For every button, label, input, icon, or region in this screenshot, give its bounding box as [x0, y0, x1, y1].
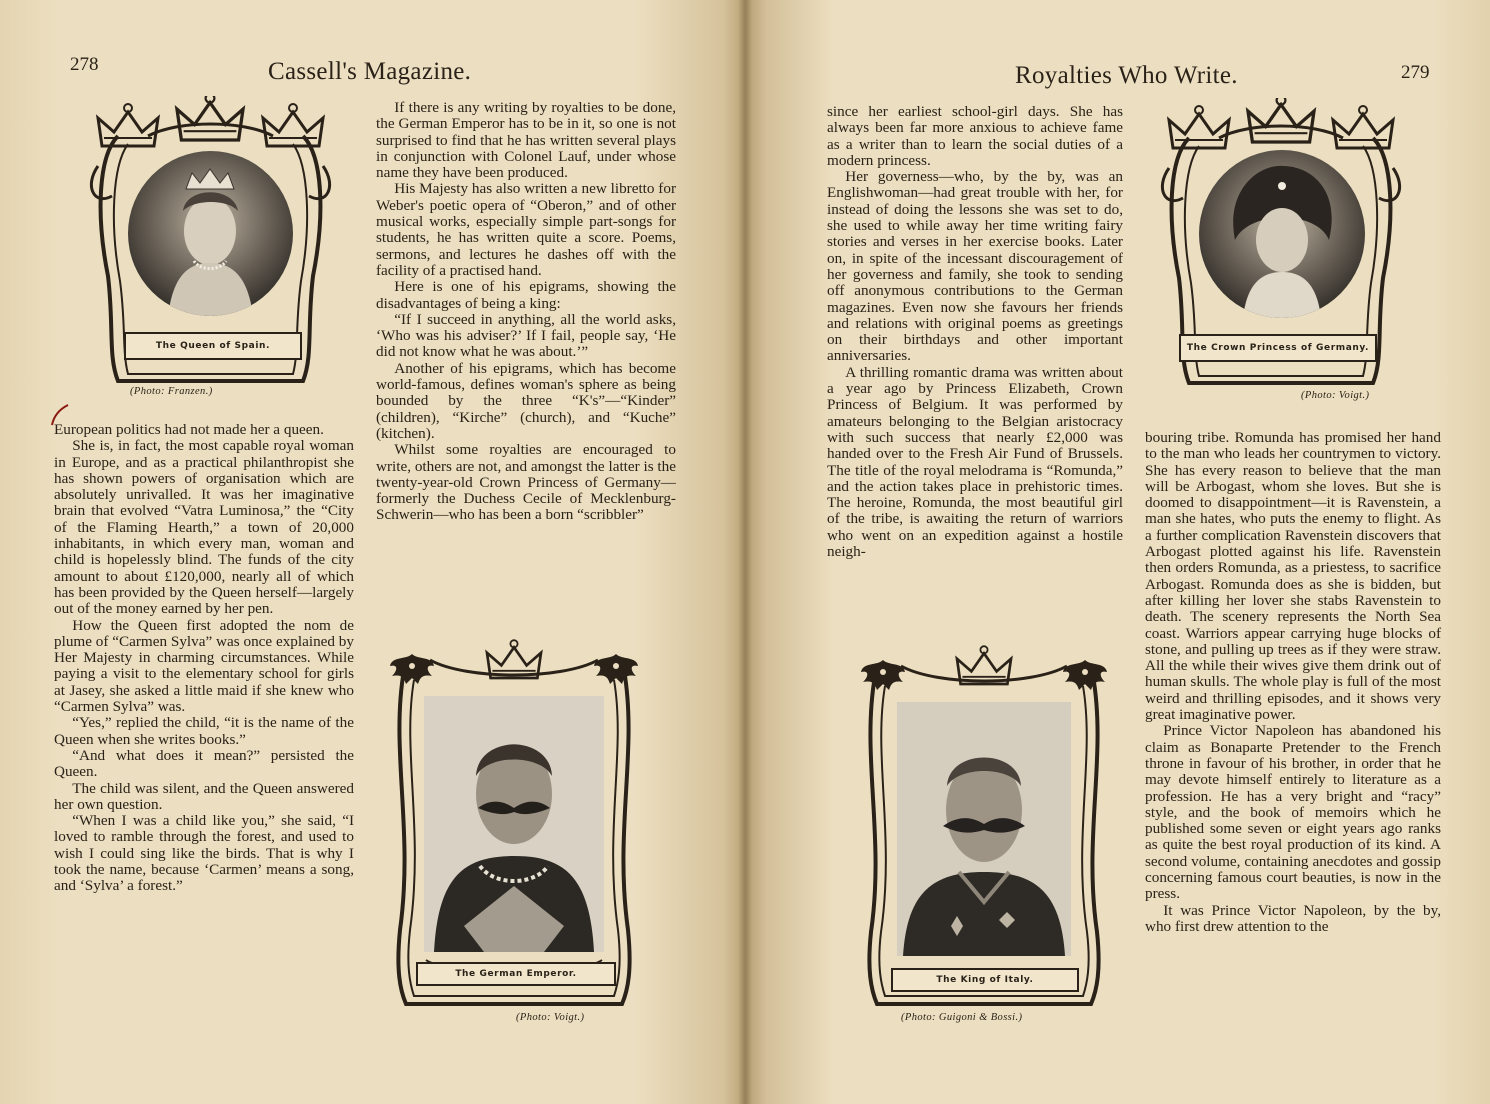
paragraph: “When I was a child like you,” she said, “I loved to ramble through the forest, and used to wish I could sing like the birds. That is why I took the name, because ‘Carmen’ means a song, and ‘Sylva’ a forest.”	[54, 812, 354, 895]
page-number: 278	[70, 54, 99, 75]
german-emperor-figure	[386, 630, 642, 1008]
figure-caption: The Crown Princess of Germany.	[1179, 334, 1377, 362]
right-column-1	[827, 104, 1123, 560]
paragraph: Prince Victor Napoleon has abandoned his claim as Bonaparte Pretender to the French throne in favour of his brother, in order that he may devote himself entirely to literature as a profession. He has a very bright and “racy” style, and the book of memoirs which he published some seven or eight years ago ranks as quite the best royal production of its kind. A second volume, containing anecdotes and gossip concerning famous court beauties, is now in the press.	[1145, 722, 1441, 903]
paragraph: since her earliest school-girl days. She has always been far more anxious to achieve fame as a writer than to learn the social duties of a modern princess.	[827, 103, 1123, 169]
crown-princess-figure	[1159, 98, 1403, 388]
paragraph: “If I succeed in anything, all the world asks, ‘Who was his adviser?’ If I fail, people say, ‘He did not know what he was about.’”	[376, 310, 676, 361]
paragraph: Her governess—who, by the by, was an Englishwoman—had great trouble with her, for instead of doing the lessons she was set to do, she used to while away her time writing fairy stories and verses in her exercise books. Later on, in spite of the incessant discouragement of her governess and family, she took to sending off anonymous contributions to the German magazines. Even now she favours her friends and relations with original poems as greetings on their birthdays and other important anniversaries.	[827, 168, 1123, 365]
queen-of-spain-figure	[88, 96, 333, 386]
left-column-2	[376, 100, 676, 524]
paragraph: She is, in fact, the most capable royal woman in Europe, and as a practical philanthropist she has shown powers of organisation which are absolutely unrivalled. It was her imaginative brain that evolved “Vatra Luminosa,” the “City of the Flaming Hearth,” a town of 20,000 inhabitants, in which every man, woman and child is hopelessly blind. The funds of the city amount to about £120,000, nearly all of which has been provided by the Queen herself—largely out of the money earned by her pen.	[54, 437, 354, 618]
paragraph: Whilst some royalties are encouraged to write, others are not, and amongst the latter is the twenty-year-old Crown Princess of Germany—formerly the Duchess Cecile of Mecklenburg-Schwerin—who has been a born “scribbler”	[376, 441, 676, 524]
right-column-2	[1145, 430, 1441, 935]
photo-credit: (Photo: Voigt.)	[1301, 390, 1370, 401]
right-page	[745, 0, 1490, 1104]
crown-princess-portrait	[1199, 150, 1365, 318]
paragraph: “Yes,” replied the child, “it is the name of the Queen when she writes books.”	[54, 714, 354, 748]
figure-caption: The Queen of Spain.	[124, 332, 302, 360]
paragraph: If there is any writing by royalties to be done, the German Emperor has to be in it, so one is not surprised to find that he has written several plays in conjunction with Colonel Lauf, under whose name they have been produced.	[376, 99, 676, 182]
queen-of-spain-portrait	[128, 151, 293, 316]
king-of-italy-figure	[857, 636, 1111, 1008]
paragraph: It was Prince Victor Napoleon, by the by, who first drew attention to the	[1145, 901, 1441, 935]
photo-credit: (Photo: Franzen.)	[130, 386, 213, 397]
book-gutter	[738, 0, 752, 1104]
running-title: Royalties Who Write.	[1015, 62, 1238, 89]
photo-credit: (Photo: Voigt.)	[516, 1012, 585, 1023]
paragraph: His Majesty has also written a new libretto for Weber's poetic opera of “Oberon,” and of other musical works, especially simple part-songs for students, he has written quite a score. Poems, sermons, and lectures he dashes off with the facility of a practised hand.	[376, 180, 676, 279]
paragraph: bouring tribe. Romunda has promised her hand to the man who leads her countrymen to victory. She has every reason to believe that the man will be Arbogast, whom she loves. But she is doomed to disappointment—it is Ravenstein, a man she hates, who puts the enemy to flight. As a further complication Ravenstein discovers that Arbogast plotted against his life. Ravenstein then orders Romunda, as a priestess, to sacrifice Arbogast. Romunda does as she is bidden, but after killing her lover she stabs Ravenstein to death. The scenery represents the North Sea coast. Warriors appear carrying huge blocks of stone, and pulling up trees as if they were straw. All the while their wives give them drink out of human skulls. The whole play is full of the most weird and thrilling episodes, and it shows very great imaginative power.	[1145, 429, 1441, 724]
paragraph: Here is one of his epigrams, showing the disadvantages of being a king:	[376, 278, 676, 312]
page-number: 279	[1401, 62, 1430, 83]
left-column-1	[54, 422, 354, 895]
paragraph: A thrilling romantic drama was written about a year ago by Princess Elizabeth, Crown Princess of Belgium. It was performed by amateurs belonging to the Belgian aristocracy with such success that nearly £2,000 was handed over to the Fresh Air Fund of Brussels. The title of the royal melodrama is “Romunda,” and the action takes place in prehistoric times. The heroine, Romunda, the most beautiful girl of the tribe, is awaiting the return of warriors who went on an expedition against a hostile neigh-	[827, 363, 1123, 561]
paragraph: “And what does it mean?” persisted the Queen.	[54, 746, 354, 781]
paragraph: European politics had not made her a queen.	[54, 421, 324, 438]
king-of-italy-portrait	[897, 702, 1071, 956]
german-emperor-portrait	[424, 696, 604, 952]
photo-credit: (Photo: Guigoni & Bossi.)	[901, 1012, 1023, 1023]
paragraph: How the Queen first adopted the nom de plume of “Carmen Sylva” was once explained by Her Majesty in charming circumstances. While paying a visit to the elementary school for girls at Jasey, she asked a little maid if she knew who “Carmen Sylva” was.	[54, 616, 354, 716]
figure-caption: The German Emperor.	[416, 962, 616, 986]
paragraph: The child was silent, and the Queen answered her own question.	[54, 779, 354, 813]
running-title: Cassell's Magazine.	[268, 58, 472, 85]
paragraph: Another of his epigrams, which has become world-famous, defines woman's sphere as being bounded by the three “K's”—“Kinder” (children), “Kirche” (church), and “Kuche” (kitchen).	[376, 359, 676, 442]
figure-caption: The King of Italy.	[891, 968, 1079, 992]
